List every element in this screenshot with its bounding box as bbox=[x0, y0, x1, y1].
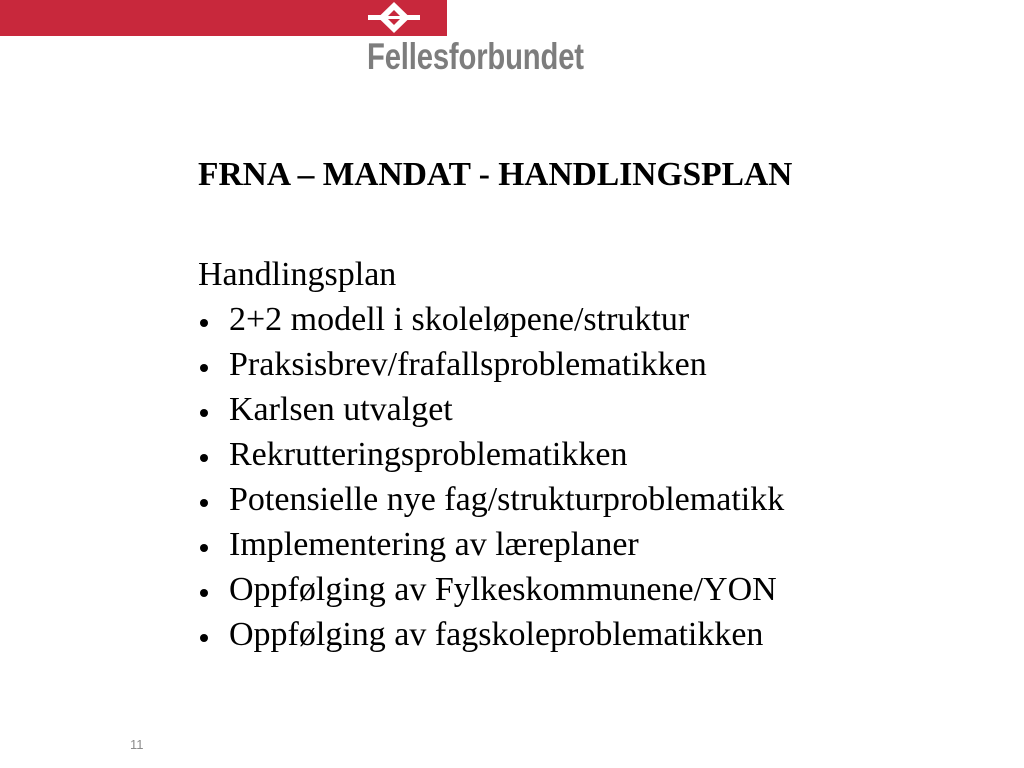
bullet-icon bbox=[200, 454, 208, 462]
brand-name: Fellesforbundet bbox=[367, 36, 584, 77]
list-item-text: Oppfølging av fagskoleproblematikken bbox=[229, 616, 764, 653]
list-item bbox=[198, 567, 898, 612]
bullet-icon bbox=[200, 409, 208, 417]
list-item-text: Karlsen utvalget bbox=[229, 391, 453, 428]
list-item-text: Implementering av læreplaner bbox=[229, 526, 639, 563]
list-item bbox=[198, 477, 898, 522]
bullet-icon bbox=[200, 499, 208, 507]
bullet-icon bbox=[200, 364, 208, 372]
list-item-text: Praksisbrev/frafallsproblematikken bbox=[229, 346, 707, 383]
fellesforbundet-logo-icon bbox=[366, 0, 422, 36]
slide-body bbox=[198, 252, 898, 657]
list-item bbox=[198, 342, 898, 387]
list-item bbox=[198, 387, 898, 432]
bullet-icon bbox=[200, 544, 208, 552]
page-number: 11 bbox=[130, 737, 144, 752]
bullet-list bbox=[198, 297, 898, 657]
list-item-text: Potensielle nye fag/strukturproblematikk bbox=[229, 481, 785, 518]
list-item bbox=[198, 297, 898, 342]
list-heading: Handlingsplan bbox=[198, 256, 397, 293]
list-item-text: Rekrutteringsproblematikken bbox=[229, 436, 628, 473]
bullet-icon bbox=[200, 634, 208, 642]
list-item-text: Oppfølging av Fylkeskommunene/YON bbox=[229, 571, 777, 608]
list-item-text: 2+2 modell i skoleløpene/struktur bbox=[229, 301, 690, 338]
list-item bbox=[198, 522, 898, 567]
bullet-icon bbox=[200, 319, 208, 327]
list-item bbox=[198, 432, 898, 477]
bullet-icon bbox=[200, 589, 208, 597]
list-item bbox=[198, 612, 898, 657]
slide-title: FRNA – MANDAT - HANDLINGSPLAN bbox=[198, 156, 793, 193]
